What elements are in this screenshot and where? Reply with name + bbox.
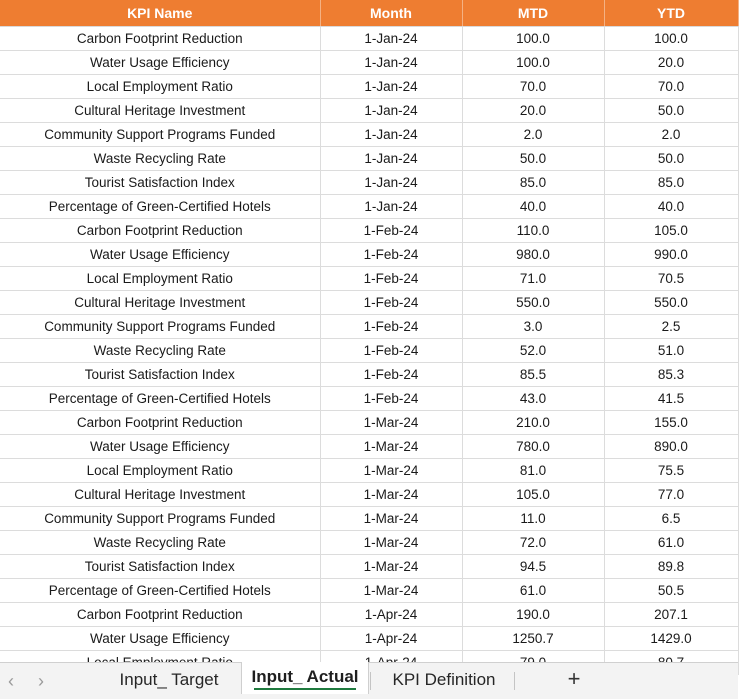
mtd-cell[interactable]: 71.0 bbox=[462, 267, 604, 291]
month-cell[interactable]: 1-Apr-24 bbox=[320, 627, 462, 651]
ytd-cell[interactable]: 550.0 bbox=[604, 291, 738, 315]
mtd-cell[interactable]: 780.0 bbox=[462, 435, 604, 459]
ytd-cell[interactable]: 2.5 bbox=[604, 315, 738, 339]
month-cell[interactable]: 1-Feb-24 bbox=[320, 387, 462, 411]
mtd-cell[interactable]: 110.0 bbox=[462, 219, 604, 243]
table-row bbox=[0, 531, 738, 555]
ytd-cell[interactable]: 20.0 bbox=[604, 51, 738, 75]
mtd-cell[interactable]: 70.0 bbox=[462, 75, 604, 99]
ytd-cell[interactable]: 85.0 bbox=[604, 171, 738, 195]
kpi-name-cell[interactable]: Waste Recycling Rate bbox=[0, 147, 320, 171]
ytd-cell[interactable]: 77.0 bbox=[604, 483, 738, 507]
table-row bbox=[0, 99, 738, 123]
ytd-cell[interactable]: 890.0 bbox=[604, 435, 738, 459]
mtd-cell[interactable]: 210.0 bbox=[462, 411, 604, 435]
kpi-name-cell[interactable]: Tourist Satisfaction Index bbox=[0, 555, 320, 579]
mtd-cell[interactable]: 20.0 bbox=[462, 99, 604, 123]
mtd-cell[interactable]: 40.0 bbox=[462, 195, 604, 219]
mtd-cell[interactable]: 50.0 bbox=[462, 147, 604, 171]
active-tab-underline bbox=[254, 688, 356, 690]
chevron-left-icon[interactable]: ‹ bbox=[8, 671, 14, 691]
table-row bbox=[0, 195, 738, 219]
table-row bbox=[0, 243, 738, 267]
ytd-cell[interactable]: 50.0 bbox=[604, 147, 738, 171]
table-row bbox=[0, 435, 738, 459]
month-cell[interactable]: 1-Feb-24 bbox=[320, 339, 462, 363]
table-row bbox=[0, 339, 738, 363]
chevron-right-icon[interactable]: › bbox=[38, 671, 44, 691]
ytd-cell[interactable]: 61.0 bbox=[604, 531, 738, 555]
mtd-cell[interactable]: 980.0 bbox=[462, 243, 604, 267]
mtd-cell[interactable]: 2.0 bbox=[462, 123, 604, 147]
ytd-cell[interactable]: 70.0 bbox=[604, 75, 738, 99]
tab-label: Input_ Target bbox=[119, 670, 219, 689]
ytd-cell[interactable]: 207.1 bbox=[604, 603, 738, 627]
kpi-name-cell[interactable]: Percentage of Green-Certified Hotels bbox=[0, 387, 320, 411]
ytd-cell[interactable]: 40.0 bbox=[604, 195, 738, 219]
tab-input-target[interactable] bbox=[102, 663, 236, 697]
header-ytd[interactable]: YTD bbox=[604, 0, 738, 27]
kpi-name-cell[interactable]: Water Usage Efficiency bbox=[0, 627, 320, 651]
table-body bbox=[0, 27, 738, 675]
mtd-cell[interactable]: 190.0 bbox=[462, 603, 604, 627]
ytd-cell[interactable]: 51.0 bbox=[604, 339, 738, 363]
month-cell[interactable]: 1-Mar-24 bbox=[320, 555, 462, 579]
kpi-name-cell[interactable]: Local Employment Ratio bbox=[0, 267, 320, 291]
table-row bbox=[0, 123, 738, 147]
table-row bbox=[0, 555, 738, 579]
table-row bbox=[0, 363, 738, 387]
sheet-tab-bar bbox=[0, 662, 738, 699]
mtd-cell[interactable]: 52.0 bbox=[462, 339, 604, 363]
tab-input-actual[interactable] bbox=[241, 662, 369, 694]
month-cell[interactable]: 1-Feb-24 bbox=[320, 291, 462, 315]
month-cell[interactable]: 1-Jan-24 bbox=[320, 195, 462, 219]
tab-kpi-definition[interactable] bbox=[376, 663, 512, 697]
table-row bbox=[0, 411, 738, 435]
table-row bbox=[0, 507, 738, 531]
header-kpi-name[interactable]: KPI Name bbox=[0, 0, 320, 27]
ytd-cell[interactable]: 2.0 bbox=[604, 123, 738, 147]
mtd-cell[interactable]: 1250.7 bbox=[462, 627, 604, 651]
mtd-cell[interactable]: 85.5 bbox=[462, 363, 604, 387]
mtd-cell[interactable]: 43.0 bbox=[462, 387, 604, 411]
kpi-name-cell[interactable]: Percentage of Green-Certified Hotels bbox=[0, 195, 320, 219]
table-row bbox=[0, 387, 738, 411]
table-row bbox=[0, 147, 738, 171]
kpi-name-cell[interactable]: Waste Recycling Rate bbox=[0, 339, 320, 363]
ytd-cell[interactable]: 50.5 bbox=[604, 579, 738, 603]
mtd-cell[interactable]: 81.0 bbox=[462, 459, 604, 483]
kpi-name-cell[interactable]: Local Employment Ratio bbox=[0, 75, 320, 99]
table-row bbox=[0, 483, 738, 507]
ytd-cell[interactable]: 990.0 bbox=[604, 243, 738, 267]
table-row bbox=[0, 291, 738, 315]
ytd-cell[interactable]: 41.5 bbox=[604, 387, 738, 411]
kpi-name-cell[interactable]: Cultural Heritage Investment bbox=[0, 483, 320, 507]
kpi-name-cell[interactable]: Community Support Programs Funded bbox=[0, 123, 320, 147]
month-cell[interactable]: 1-Jan-24 bbox=[320, 75, 462, 99]
ytd-cell[interactable]: 75.5 bbox=[604, 459, 738, 483]
ytd-cell[interactable]: 1429.0 bbox=[604, 627, 738, 651]
mtd-cell[interactable]: 94.5 bbox=[462, 555, 604, 579]
ytd-cell[interactable]: 70.5 bbox=[604, 267, 738, 291]
month-cell[interactable]: 1-Jan-24 bbox=[320, 51, 462, 75]
ytd-cell[interactable]: 85.3 bbox=[604, 363, 738, 387]
kpi-name-cell[interactable]: Carbon Footprint Reduction bbox=[0, 27, 320, 51]
kpi-name-cell[interactable]: Local Employment Ratio bbox=[0, 459, 320, 483]
month-cell[interactable]: 1-Feb-24 bbox=[320, 267, 462, 291]
ytd-cell[interactable]: 155.0 bbox=[604, 411, 738, 435]
kpi-name-cell[interactable]: Cultural Heritage Investment bbox=[0, 99, 320, 123]
month-cell[interactable]: 1-Jan-24 bbox=[320, 123, 462, 147]
kpi-name-cell[interactable]: Cultural Heritage Investment bbox=[0, 291, 320, 315]
mtd-cell[interactable]: 550.0 bbox=[462, 291, 604, 315]
table-row bbox=[0, 579, 738, 603]
kpi-name-cell[interactable]: Tourist Satisfaction Index bbox=[0, 363, 320, 387]
month-cell[interactable]: 1-Jan-24 bbox=[320, 171, 462, 195]
month-cell[interactable]: 1-Mar-24 bbox=[320, 411, 462, 435]
table-row bbox=[0, 603, 738, 627]
month-cell[interactable]: 1-Mar-24 bbox=[320, 531, 462, 555]
tab-label: KPI Definition bbox=[392, 670, 496, 689]
month-cell[interactable]: 1-Apr-24 bbox=[320, 603, 462, 627]
kpi-name-cell[interactable]: Percentage of Green-Certified Hotels bbox=[0, 579, 320, 603]
table-row bbox=[0, 315, 738, 339]
header-mtd[interactable]: MTD bbox=[462, 0, 604, 27]
kpi-name-cell[interactable]: Community Support Programs Funded bbox=[0, 315, 320, 339]
month-cell[interactable]: 1-Jan-24 bbox=[320, 27, 462, 51]
table-row bbox=[0, 267, 738, 291]
ytd-cell[interactable]: 89.8 bbox=[604, 555, 738, 579]
ytd-cell[interactable]: 6.5 bbox=[604, 507, 738, 531]
mtd-cell[interactable]: 11.0 bbox=[462, 507, 604, 531]
kpi-name-cell[interactable]: Waste Recycling Rate bbox=[0, 531, 320, 555]
header-month[interactable]: Month bbox=[320, 0, 462, 27]
month-cell[interactable]: 1-Feb-24 bbox=[320, 243, 462, 267]
mtd-cell[interactable]: 105.0 bbox=[462, 483, 604, 507]
kpi-name-cell[interactable]: Tourist Satisfaction Index bbox=[0, 171, 320, 195]
mtd-cell[interactable]: 85.0 bbox=[462, 171, 604, 195]
table-row bbox=[0, 27, 738, 51]
plus-icon[interactable]: + bbox=[567, 666, 581, 691]
table-row bbox=[0, 51, 738, 75]
table-row bbox=[0, 627, 738, 651]
month-cell[interactable]: 1-Feb-24 bbox=[320, 363, 462, 387]
mtd-cell[interactable]: 3.0 bbox=[462, 315, 604, 339]
month-cell[interactable]: 1-Mar-24 bbox=[320, 507, 462, 531]
mtd-cell[interactable]: 72.0 bbox=[462, 531, 604, 555]
month-cell[interactable]: 1-Mar-24 bbox=[320, 435, 462, 459]
month-cell[interactable]: 1-Mar-24 bbox=[320, 579, 462, 603]
ytd-cell[interactable]: 105.0 bbox=[604, 219, 738, 243]
kpi-name-cell[interactable]: Water Usage Efficiency bbox=[0, 435, 320, 459]
month-cell[interactable]: 1-Mar-24 bbox=[320, 483, 462, 507]
mtd-cell[interactable]: 100.0 bbox=[462, 51, 604, 75]
table-row bbox=[0, 219, 738, 243]
kpi-name-cell[interactable]: Water Usage Efficiency bbox=[0, 51, 320, 75]
table-row bbox=[0, 75, 738, 99]
month-cell[interactable]: 1-Feb-24 bbox=[320, 219, 462, 243]
header-row bbox=[0, 0, 738, 27]
mtd-cell[interactable]: 61.0 bbox=[462, 579, 604, 603]
tab-separator bbox=[514, 672, 515, 690]
kpi-name-cell[interactable]: Carbon Footprint Reduction bbox=[0, 219, 320, 243]
kpi-name-cell[interactable]: Water Usage Efficiency bbox=[0, 243, 320, 267]
kpi-name-cell[interactable]: Carbon Footprint Reduction bbox=[0, 411, 320, 435]
month-cell[interactable]: 1-Jan-24 bbox=[320, 147, 462, 171]
ytd-cell[interactable]: 50.0 bbox=[604, 99, 738, 123]
kpi-name-cell[interactable]: Carbon Footprint Reduction bbox=[0, 603, 320, 627]
month-cell[interactable]: 1-Jan-24 bbox=[320, 99, 462, 123]
tab-label: Input_ Actual bbox=[251, 667, 359, 686]
kpi-name-cell[interactable]: Community Support Programs Funded bbox=[0, 507, 320, 531]
table-row bbox=[0, 171, 738, 195]
month-cell[interactable]: 1-Feb-24 bbox=[320, 315, 462, 339]
table-row bbox=[0, 459, 738, 483]
mtd-cell[interactable]: 100.0 bbox=[462, 27, 604, 51]
ytd-cell[interactable]: 100.0 bbox=[604, 27, 738, 51]
month-cell[interactable]: 1-Mar-24 bbox=[320, 459, 462, 483]
tab-separator bbox=[370, 672, 371, 690]
